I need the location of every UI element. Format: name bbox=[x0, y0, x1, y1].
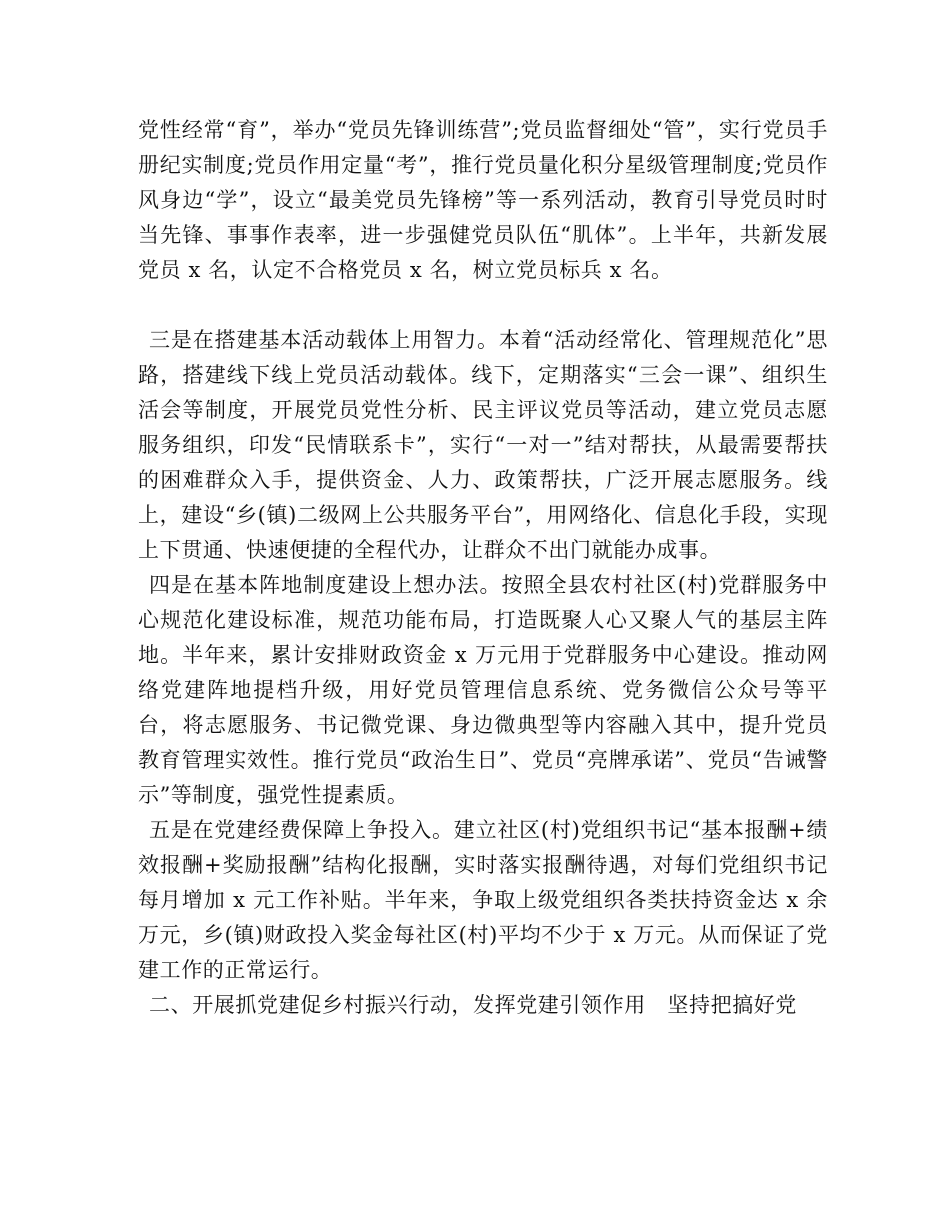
paragraph-activity-carriers: 三是在搭建基本活动载体上用智力。本着“活动经常化、管理规范化”思路，搭建线下线上党员活动载体。线下，定期落实“三会一课”、组织生活会等制度，开展党员党性分析、民主评议党员等活动，建立党员志愿服务组织，印发“民情联系卡”，实行“一对一”结对帮扶，从最需要帮扶的困难群众入手，提供资金、人力、政策帮扶，广泛开展志愿服务。线上，建设“乡(镇)二级网上公共服务平台”，用网络化、信息化手段，实现上下贯通、快速便捷的全程代办，让群众不出门就能办成事。 bbox=[138, 328, 828, 562]
paragraph-position-system: 四是在基本阵地制度建设上想办法。按照全县农村社区(村)党群服务中心规范化建设标准，规范功能布局，打造既聚人心又聚人气的基层主阵地。半年来，累计安排财政资金 x 万元用于党群服务中心建设。推动网络党建阵地提档升级，用好党员管理信息系统、党务微信公众号等平台，将志愿服务、书记微党课、身边微典型等内容融入其中，提升党员教育管理实效性。推行党员“政治生日”、党员“亮牌承诺”、党员“告诫警示”等制度，强党性提素质。 bbox=[138, 573, 828, 807]
paragraph-funding: 五是在党建经费保障上争投入。建立社区(村)党组织书记“基本报酬+绩效报酬+奖励报酬”结构化报酬，实时落实报酬待遇，对每们党组织书记每月增加 x 元工作补贴。半年来，争取上级党组织各类扶持资金达 x 余万元，乡(镇)财政投入奖金每社区(村)平均不少于 x 万元。从而保证了党建工作的正常运行。 bbox=[138, 818, 828, 982]
text-section-bottom bbox=[138, 323, 828, 1023]
text-section-top bbox=[138, 113, 828, 288]
paragraph-party-spirit: 党性经常“育”，举办“党员先锋训练营”;党员监督细处“管”，实行党员手册纪实制度;党员作用定量“考”，推行党员量化积分星级管理制度;党员作风身边“学”，设立“最美党员先锋榜”等一系列活动，教育引导党员时时当先锋、事事作表率，进一步强健党员队伍“肌体”。上半年，共新发展党员 x 名，认定不合格党员 x 名，树立党员标兵 x 名。 bbox=[138, 118, 828, 282]
paragraph-section-two-heading: 二、开展抓党建促乡村振兴行动，发挥党建引领作用 坚持把搞好党 bbox=[149, 993, 797, 1017]
